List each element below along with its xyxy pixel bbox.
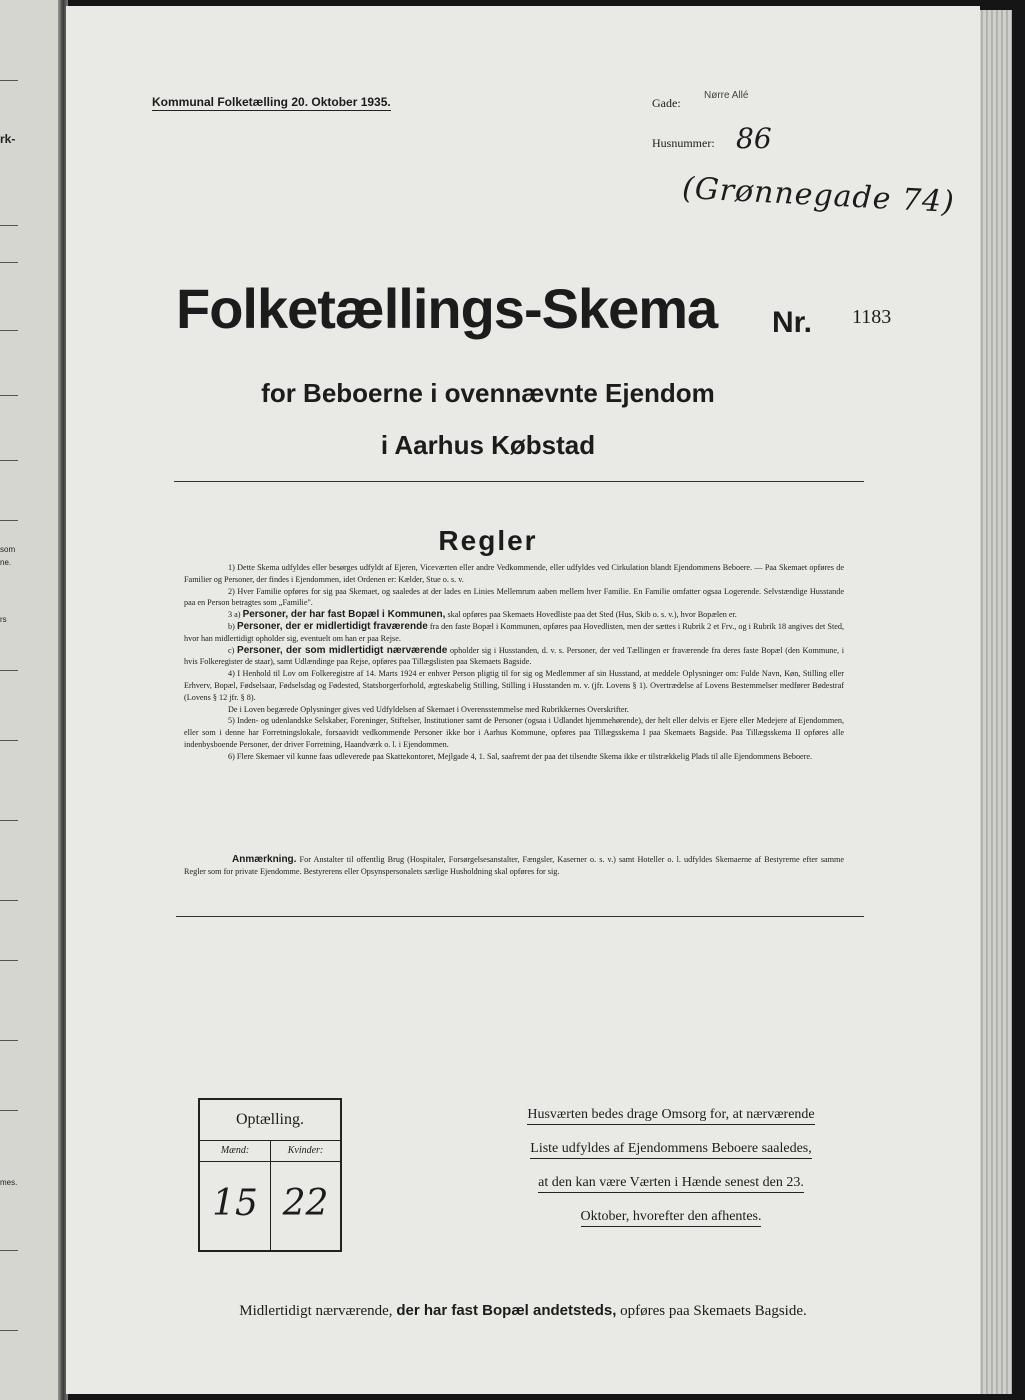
rule-tick	[0, 670, 18, 671]
rule-tick	[0, 1040, 18, 1041]
form-number-value: 1183	[852, 306, 892, 328]
rule-tick	[0, 1330, 18, 1331]
subtitle-town: i Aarhus Købstad	[380, 430, 596, 460]
subtitle-residents: for Beboerne i ovennævnte Ejendom	[261, 378, 715, 408]
men-count: 15	[200, 1162, 271, 1250]
rule-3a-number: 3 a)	[228, 610, 241, 620]
rule-4: 4) I Henhold til Lov om Folkeregistre af 14. Marts 1924 er enhver Person pligtig til for sig og Medlemmer af sin Husstand, at meddele Oplysninger om: Fulde Navn, Køn, Stilling eller Erhverv, Bopæl, Fødselsaar, Fødselsdag og Fødested, Statsborgerforhold, ægteskabelig Stilling, Stilling i Husstanden m. v. (jfr. Lovens § 1). Overtrædelse af Lovens Bestemmelser medfører Bødestraf (Lovens § 12 jfr. § 8).	[184, 669, 844, 702]
rule-tick	[0, 960, 18, 961]
previous-page-edge	[0, 0, 62, 1400]
page-edges	[978, 10, 1012, 1394]
rule-4b: De i Loven begærede Oplysninger gives ved Udfyldelsen af Skemaet i Overensstemmelse med Rubrikkernes Overskrifter.	[228, 704, 629, 714]
footer-part-2: der har fast Bopæl andetsteds,	[396, 1302, 617, 1319]
count-box	[198, 1098, 342, 1252]
census-form-page	[66, 6, 980, 1394]
rule-3c-text: opholder sig i Husstanden, d. v. s. Personer, der ved Tællingen er fraværende fra deres faste Bopæl (den Kommune, i hvis Folkeregister de staar), samt Udlændinge paa Rejse, opføres paa Tillægslisten paa Skemaets Bagside.	[184, 645, 845, 667]
annotation-lead: Anmærkning.	[232, 854, 297, 865]
rule-3a	[184, 609, 844, 621]
form-number-label: Nr.	[772, 306, 813, 339]
notice-line-4: Oktober, hvorefter den afhentes.	[581, 1209, 762, 1227]
rule-3a-lead: Personer, der har fast Bopæl i Kommunen,	[242, 609, 446, 621]
page-fragment: mes.	[0, 1178, 18, 1187]
rule-5: 5) Inden- og udenlandske Selskaber, Foreninger, Stiftelser, Institutioner samt de Personer (ogsaa i Udlandet hjemmehørende), der helt eller delvis er Ejere eller Medejere af Ejendommen, eller som i denne har Forretningslokale, forsaavidt vedkommende Personer ikke bor i Aarhus Kommune, opføres paa Tillægsskema I paa Skemaets Bagside. Paa Tillægsskema II opføres alle indenbysboende Personer, der driver Forretning, Haandværk o. l. i Ejendommen.	[184, 716, 844, 749]
rule-3c-lead: Personer, der som midlertidigt nærværende	[237, 644, 448, 656]
annotation-text: For Anstalter til offentlig Brug (Hospitaler, Forsørgelsesanstalter, Fængsler, Kaserner o. s. v.) samt Hoteller o. l. udfyldes Skemaerne af Bestyrerne efter samme Regler som for private Ejendomme. Bestyrerens eller Opsynspersonalets særlige Husholdning skal opføres for sig.	[184, 855, 845, 876]
rule-3b-text: fra den faste Bopæl i Kommunen, opføres paa Hovedlisten, men der sættes i Rubrik 2 et Frv., og i Rubrik 18 angives det Sted, hvor han midlertidigt opholder sig, eventuelt om han er paa Rejse.	[184, 621, 845, 643]
rule-3c-number: c)	[228, 645, 235, 655]
rule-3c	[184, 645, 844, 669]
annotation-note	[184, 854, 844, 878]
rule-tick	[0, 820, 18, 821]
women-label: Kvinder:	[271, 1141, 340, 1162]
rule-tick	[0, 1110, 18, 1111]
footer-part-3: opføres paa Skemaets Bagside.	[620, 1303, 807, 1319]
form-title: Folketællings-Skema	[176, 277, 718, 340]
house-number-label: Husnummer:	[652, 136, 715, 150]
page-fragment: som	[0, 545, 16, 554]
rule-tick	[0, 262, 18, 263]
handwritten-note: (Grønnegade 74)	[681, 170, 956, 221]
census-header: Kommunal Folketælling 20. Oktober 1935.	[152, 95, 391, 109]
notice-line-1: Husværten bedes drage Omsorg for, at nærværende	[527, 1107, 814, 1125]
page-fragment: rk-	[0, 132, 16, 146]
rule-tick	[0, 520, 18, 521]
street-value: Nørre Allé	[704, 90, 749, 101]
rule-tick	[0, 460, 18, 461]
page-fragment: ne.	[0, 558, 12, 567]
notice-line-2: Liste udfyldes af Ejendommens Beboere saaledes,	[530, 1141, 811, 1159]
notice-line-3: at den kan være Værten i Hænde senest den 23.	[538, 1175, 804, 1193]
rules-heading: Regler	[438, 525, 538, 556]
women-count: 22	[282, 1183, 329, 1224]
rule-tick	[0, 330, 18, 331]
rule-6: 6) Flere Skemaer vil kunne faas udleverede paa Skattekontoret, Mejlgade 4, 1. Sal, saafremt der paa det tilsendte Skema ikke er tilstrækkelig Plads til alle Ejendommens Beboere.	[228, 751, 813, 761]
rule-3b-number: b)	[228, 621, 235, 631]
landlord-notice	[496, 1104, 846, 1240]
footer-part-1: Midlertidigt nærværende,	[239, 1303, 393, 1319]
rule-1: 1) Dette Skema udfyldes eller besørges udfyldt af Ejeren, Viceværten eller andre Vedkommende, eller udfyldes ved Cirkulation blandt Ejendommens Beboere. — Paa Skemaet opføres de Familier og Personer, der findes i Ejendommen, idet Ordenen er: Kælder, Stue o. s. v.	[184, 563, 844, 584]
rule-tick	[0, 900, 18, 901]
rule-2: 2) Hver Familie opføres for sig paa Skemaet, og saaledes at der lades en Linies Mellemrum aaben mellem hver Familie. En Familie omfatter ogsaa Logerende. Selvstændige Husstande paa en Person betragtes som „Familie".	[184, 586, 844, 608]
count-box-heading: Optælling.	[200, 1100, 340, 1141]
rule-tick	[0, 395, 18, 396]
rule-tick	[0, 1250, 18, 1251]
street-label: Gade:	[652, 96, 681, 110]
rule-tick	[0, 740, 18, 741]
footer-note	[66, 1302, 980, 1320]
rule-3b	[184, 621, 844, 645]
rule-3b-lead: Personer, der er midlertidigt fraværende	[236, 620, 428, 632]
rule-tick	[0, 80, 18, 81]
men-label: Mænd:	[200, 1141, 271, 1162]
rule-3a-text: skal opføres paa Skemaets Hovedliste paa det Sted (Hus, Skib o. s. v.), hvor Bopælen er.	[447, 610, 737, 620]
divider-bottom	[176, 916, 864, 917]
rule-tick	[0, 225, 18, 226]
rules-text	[184, 562, 844, 763]
page-fragment: rs	[0, 615, 7, 624]
house-number-value: 86	[736, 122, 772, 155]
divider-top	[174, 481, 864, 482]
